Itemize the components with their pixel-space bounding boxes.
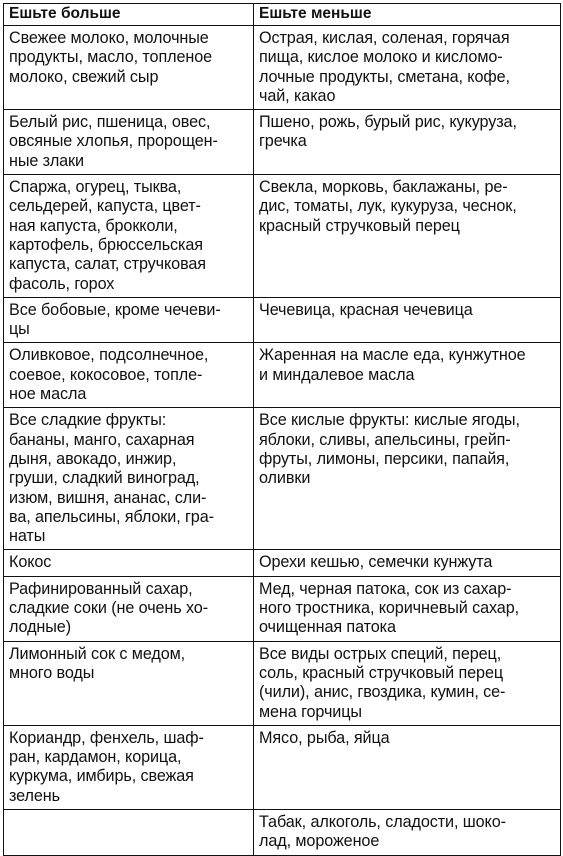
cell-text-line: фруты, лимоны, персики, папайя, [259, 449, 510, 468]
cell-eat-less [254, 297, 561, 343]
cell-text-line: Острая, кислая, соленая, горячая [259, 29, 510, 47]
table-row [4, 725, 561, 809]
cell-text-line: соевое, кокосовое, топле- [9, 365, 203, 384]
table-row [4, 175, 561, 298]
cell-text-line: Все бобовые, кроме чечеви- [9, 300, 221, 319]
cell-text-line: яблоки, сливы, апельсины, грейп- [259, 430, 511, 449]
cell-eat-less [254, 110, 561, 175]
cell-text-line: Кокос [9, 553, 52, 572]
cell-text-line: (чили), анис, гвоздика, кумин, се- [259, 683, 506, 702]
cell-eat-more [4, 175, 254, 298]
cell-text-line: наты [9, 527, 46, 546]
header-eat-less: Ешьте меньше [254, 4, 561, 26]
cell-eat-less [254, 550, 561, 576]
table-row [4, 408, 561, 550]
cell-text-line: чай, какао [259, 86, 336, 105]
cell-text-line: сельдерей, капуста, цвет- [9, 197, 201, 216]
header-row [4, 4, 561, 26]
table-body [4, 26, 561, 856]
cell-text-line: Жаренная на масле еда, кунжутное [259, 346, 526, 365]
table-row [4, 297, 561, 343]
cell-text-line: Свекла, морковь, баклажаны, ре- [259, 178, 508, 197]
cell-text-line: ная капуста, брокколи, [9, 216, 178, 235]
cell-text-line: Орехи кешью, семечки кунжута [259, 553, 493, 572]
cell-text-line: Кориандр, фенхель, шаф- [9, 728, 204, 747]
cell-text-line: Белый рис, пшеница, овес, [9, 113, 211, 132]
cell-text-line: капуста, салат, стручковая [9, 255, 206, 274]
cell-eat-less [254, 725, 561, 809]
cell-text-line: цы [9, 320, 30, 339]
cell-text-line: продукты, масло, топленое [9, 48, 213, 67]
cell-text-line: Мясо, рыба, яйца [259, 728, 390, 747]
cell-text-line: много воды [9, 663, 95, 682]
cell-text-line: сладкие соки (не очень хо- [9, 599, 209, 618]
cell-eat-less [254, 343, 561, 408]
cell-text-line: Лимонный сок с медом, [9, 644, 186, 663]
cell-eat-more [4, 297, 254, 343]
table-row [4, 110, 561, 175]
cell-text-line: картофель, брюссельская [9, 235, 203, 254]
cell-text-line: лад, мороженое [259, 832, 380, 851]
cell-text-line: куркума, имбирь, свежая [9, 767, 194, 786]
cell-text-line: красный стручковый перец [259, 216, 460, 235]
cell-eat-less [254, 175, 561, 298]
cell-eat-less [254, 641, 561, 725]
cell-eat-more [4, 343, 254, 408]
cell-text-line: Мед, черная патока, сок из сахар- [259, 579, 512, 598]
cell-eat-more [4, 576, 254, 641]
diet-table [3, 3, 561, 856]
cell-eat-more [4, 809, 254, 855]
cell-text-line: Пшено, рожь, бурый рис, кукуруза, [259, 113, 517, 132]
cell-text-line: ран, кардамон, корица, [9, 748, 182, 767]
cell-text-line: Все кислые фрукты: кислые ягоды, [259, 411, 520, 430]
cell-eat-less [254, 576, 561, 641]
cell-text-line: гречка [259, 132, 307, 151]
cell-text-line: и миндалевое масла [259, 365, 415, 384]
cell-text-line: Оливковое, подсолнечное, [9, 346, 209, 365]
cell-text-line: Табак, алкоголь, сладости, шоко- [259, 812, 506, 831]
cell-text-line: ное масла [9, 385, 87, 404]
table-row [4, 576, 561, 641]
cell-text-line: мена горчицы [259, 702, 362, 721]
table-row [4, 343, 561, 408]
table-row [4, 809, 561, 855]
cell-text-line: очищенная патока [259, 618, 396, 637]
cell-text-line: Чечевица, красная чечевица [259, 300, 473, 319]
cell-text-line: соль, красный стручковый перец [259, 663, 504, 682]
cell-eat-less [254, 809, 561, 855]
cell-text-line: Все сладкие фрукты: [9, 411, 167, 430]
table-row [4, 641, 561, 725]
cell-text-line: Свежее молоко, молочные [9, 29, 209, 47]
cell-text-line: лочные продукты, сметана, кофе, [259, 67, 510, 86]
cell-text-line: дыня, авокадо, инжир, [9, 449, 177, 468]
header-eat-more: Ешьте больше [4, 4, 254, 26]
cell-text-line: молоко, свежий сыр [9, 67, 159, 86]
cell-eat-more [4, 408, 254, 550]
cell-text-line: Спаржа, огурец, тыква, [9, 178, 182, 197]
cell-text-line: ного тростника, коричневый сахар, [259, 599, 520, 618]
cell-text-line: зелень [9, 786, 60, 805]
cell-eat-more [4, 550, 254, 576]
cell-text-line: дис, томаты, лук, кукуруза, чеснок, [259, 197, 517, 216]
cell-eat-more [4, 110, 254, 175]
cell-text-line: фасоль, горох [9, 274, 115, 293]
cell-eat-less [254, 26, 561, 110]
cell-text-line: изюм, вишня, ананас, сли- [9, 488, 207, 507]
cell-text-line: бананы, манго, сахарная [9, 430, 195, 449]
cell-text-line: ва, апельсины, яблоки, гра- [9, 507, 214, 526]
cell-text-line: Рафинированный сахар, [9, 579, 193, 598]
cell-eat-less [254, 408, 561, 550]
table-row [4, 26, 561, 110]
cell-eat-more [4, 26, 254, 110]
cell-text-line: Все виды острых специй, перец, [259, 644, 502, 663]
cell-text-line: овсяные хлопья, пророщен- [9, 132, 218, 151]
cell-text-line: ные злаки [9, 151, 84, 170]
cell-eat-more [4, 641, 254, 725]
cell-text-line: пища, кислое молоко и кисломо- [259, 48, 503, 67]
table-row [4, 550, 561, 576]
cell-text-line: лодные) [9, 618, 71, 637]
cell-eat-more [4, 725, 254, 809]
cell-text-line: оливки [259, 469, 311, 488]
cell-text-line: груши, сладкий виноград, [9, 469, 200, 488]
